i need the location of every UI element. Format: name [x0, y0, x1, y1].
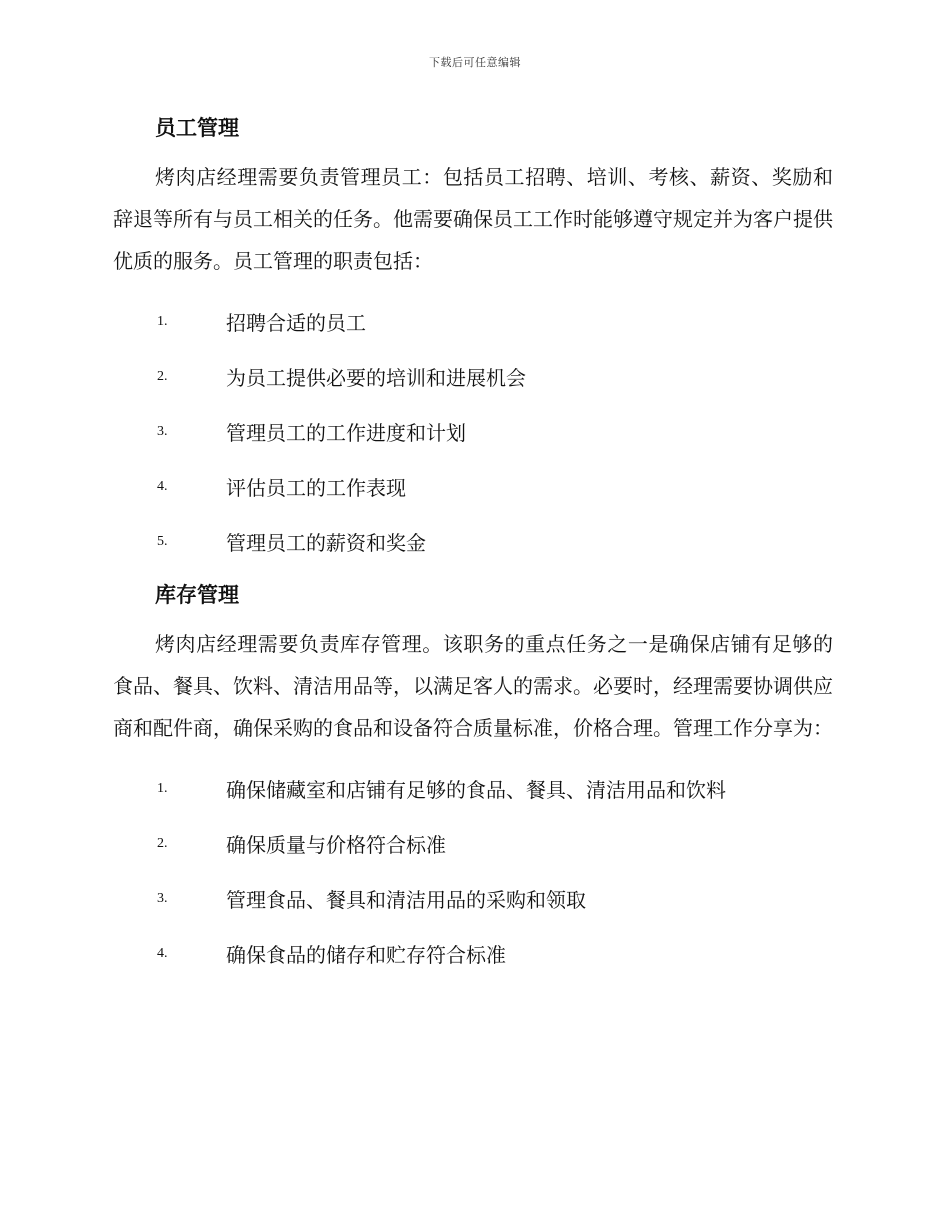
list-item [113, 816, 833, 871]
list-number: 1. [157, 780, 168, 796]
list-number: 4. [157, 478, 168, 494]
document-body [113, 108, 833, 981]
list-item-text: 管理员工的薪资和奖金 [226, 531, 426, 555]
list-item-text: 确保食品的储存和贮存符合标准 [226, 943, 506, 967]
list-number: 4. [157, 945, 168, 961]
list-item [113, 349, 833, 404]
list-item-text: 招聘合适的员工 [226, 311, 366, 335]
list-item-text: 管理食品、餐具和清洁用品的采购和领取 [226, 888, 586, 912]
staff-duties-list [113, 294, 833, 569]
list-item-text: 管理员工的工作进度和计划 [226, 421, 466, 445]
list-number: 1. [157, 313, 168, 329]
list-item [113, 404, 833, 459]
list-item [113, 871, 833, 926]
list-item [113, 761, 833, 816]
section-paragraph-staff: 烤肉店经理需要负责管理员工：包括员工招聘、培训、考核、薪资、奖励和辞退等所有与员工相关的任务。他需要确保员工工作时能够遵守规定并为客户提供优质的服务。员工管理的职责包括： [113, 165, 833, 273]
list-item-text: 为员工提供必要的培训和进展机会 [226, 366, 526, 390]
list-number: 2. [157, 368, 168, 384]
section-paragraph-inventory: 烤肉店经理需要负责库存管理。该职务的重点任务之一是确保店铺有足够的食品、餐具、饮料、清洁用品等，以满足客人的需求。必要时，经理需要协调供应商和配件商，确保采购的食品和设备符合质量标准，价格合理。管理工作分享为： [113, 632, 833, 740]
list-number: 3. [157, 890, 168, 906]
section-title-staff: 员工管理 [155, 116, 239, 140]
inventory-duties-list [113, 761, 833, 981]
list-number: 2. [157, 835, 168, 851]
header-note: 下载后可任意编辑 [429, 56, 521, 69]
list-item-text: 评估员工的工作表现 [226, 476, 406, 500]
list-item-text: 确保储藏室和店铺有足够的食品、餐具、清洁用品和饮料 [226, 778, 726, 802]
list-item-text: 确保质量与价格符合标准 [226, 833, 446, 857]
list-number: 5. [157, 533, 168, 549]
list-item [113, 459, 833, 514]
list-item [113, 926, 833, 981]
list-number: 3. [157, 423, 168, 439]
list-item [113, 294, 833, 349]
list-item [113, 514, 833, 569]
section-title-inventory: 库存管理 [155, 583, 239, 607]
